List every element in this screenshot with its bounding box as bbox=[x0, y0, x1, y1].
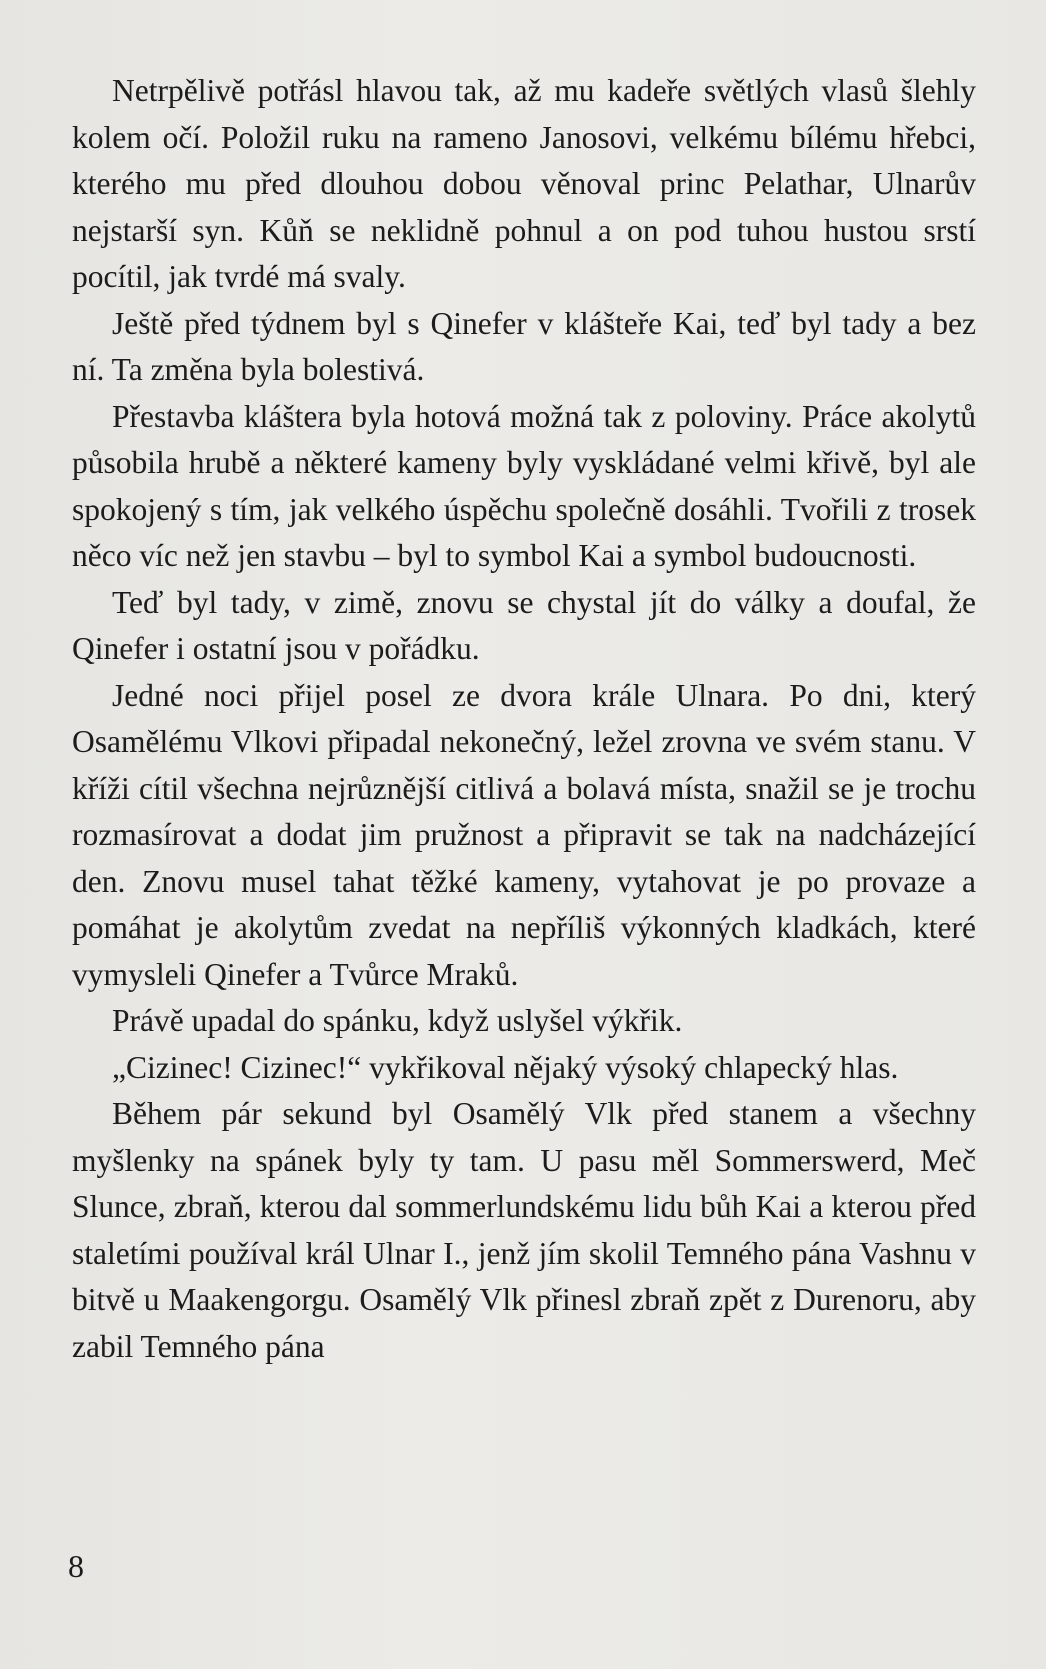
paragraph: Netrpělivě potřásl hlavou tak, až mu kadeře světlých vlasů šlehly kolem očí. Položil ruku na rameno Janosovi, velkému bílému hřebci, kterého mu před dlouhou dobou věnoval princ Pelathar, Ulnarův nejstarší syn. Kůň se neklidně pohnul a on pod tuhou hustou srstí pocítil, jak tvrdé má svaly. bbox=[72, 73, 976, 294]
paragraph: Jedné noci přijel posel ze dvora krále Ulnara. Po dni, který Osamělému Vlkovi připadal nekonečný, ležel zrovna ve svém stanu. V kříži cítil všechna nejrůznější citlivá a bolavá místa, snažil se je trochu rozmasírovat a dodat jim pružnost a připravit se tak na nadcházející den. Znovu musel tahat těžké kameny, vytahovat je po provaze a pomáhat je akolytům zvedat na nepříliš výkonných kladkách, které vymysleli Qinefer a Tvůrce Mraků. bbox=[72, 677, 976, 992]
body-text bbox=[72, 68, 976, 1370]
paragraph: „Cizinec! Cizinec!“ vykřikoval nějaký výsoký chlapecký hlas. bbox=[112, 1049, 899, 1085]
paragraph: Přestavba kláštera byla hotová možná tak z poloviny. Práce akolytů působila hrubě a některé kameny byly vyskládané velmi křivě, byl ale spokojený s tím, jak velkého úspěchu společně dosáhli. Tvořili z trosek něco víc než jen stavbu – byl to symbol Kai a symbol budoucnosti. bbox=[72, 398, 976, 573]
paragraph: Právě upadal do spánku, když uslyšel výkřik. bbox=[112, 1003, 683, 1038]
paragraph: Ještě před týdnem byl s Qinefer v klášteře Kai, teď byl tady a bez ní. Ta změna byla bolestivá. bbox=[72, 305, 976, 387]
page-number: 8 bbox=[68, 1548, 84, 1584]
paragraph: Během pár sekund byl Osamělý Vlk před stanem a všechny myšlenky na spánek byly ty tam. U pasu měl Sommerswerd, Meč Slunce, zbraň, kterou dal sommerlundskému lidu bůh Kai a kterou před staletími používal král Ulnar I., jenž jím skolil Temného pána Vashnu v bitvě u Maakengorgu. Osamělý Vlk přinesl zbraň zpět z Durenoru, aby zabil Temného pána bbox=[72, 1096, 976, 1364]
paragraph: Teď byl tady, v zimě, znovu se chystal jít do války a doufal, že Qinefer i ostatní jsou v pořádku. bbox=[72, 584, 976, 666]
